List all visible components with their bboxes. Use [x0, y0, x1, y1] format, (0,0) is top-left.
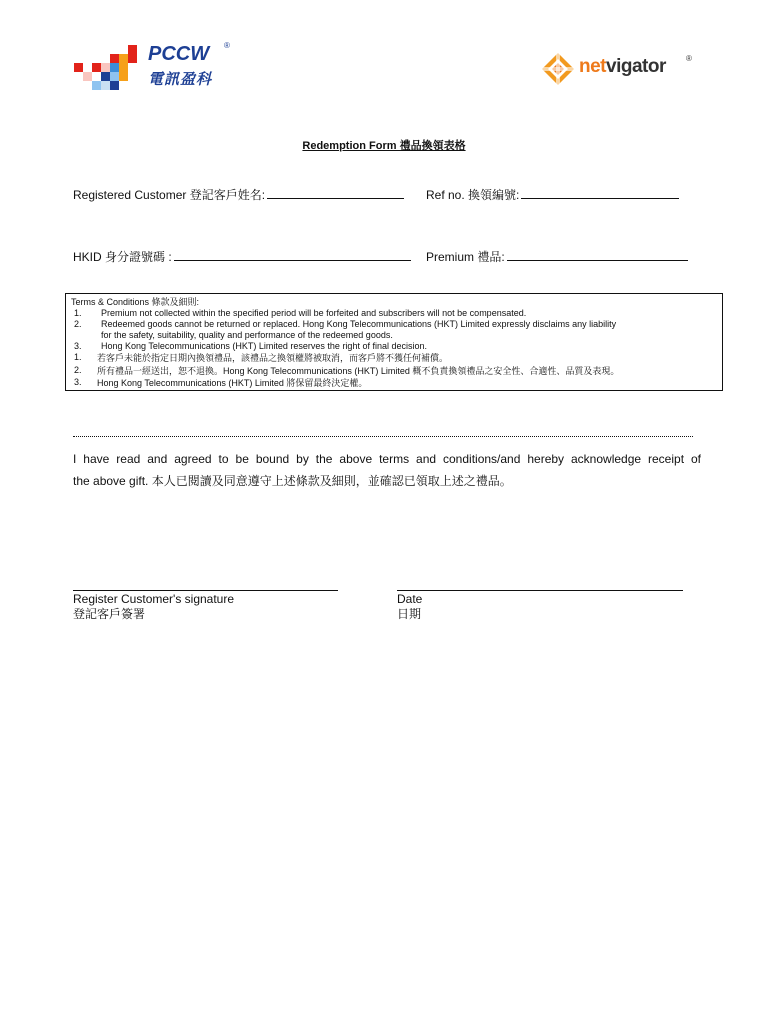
terms-item-number: 1. [74, 352, 82, 362]
date-label-zh: 日期 [397, 607, 422, 621]
hkid-field[interactable] [73, 248, 411, 265]
terms-item-text: Redeemed goods cannot be returned or replaced. Hong Kong Telecommunications (HKT) Limited expressly disclaims any liability [101, 319, 617, 329]
premium-label: Premium 禮品: [426, 250, 505, 264]
premium-field[interactable] [426, 248, 688, 265]
netvigator-brand-prefix: net [579, 56, 606, 77]
terms-item-text: 所有禮品一經送出，恕不退換。Hong Kong Telecommunications (HKT) Limited 概不負責換領禮品之安全性、合適性、品質及表現。 [97, 366, 620, 376]
pccw-brand-name: PCCW [148, 43, 210, 65]
terms-item-text: 若客戶未能於指定日期內換領禮品，該禮品之換領權將被取消，而客戶將不獲任何補償。 [97, 353, 449, 363]
pccw-logo [74, 43, 244, 93]
terms-heading: Terms & Conditions 條款及細則: [71, 297, 200, 307]
ref-no-field[interactable] [426, 186, 679, 203]
acknowledgement-line-1: I have read and agreed to be bound by the above terms and conditions/and hereby acknowledge receipt of [73, 452, 701, 466]
terms-item-number: 3. [74, 341, 82, 351]
terms-and-conditions-box [65, 293, 723, 391]
form-title: Redemption Form 禮品換領表格 [302, 140, 466, 152]
terms-item-number: 2. [74, 365, 82, 375]
terms-item-text: Premium not collected within the specified period will be forfeited and subscribers will not be compensated. [101, 308, 527, 318]
ref-no-label: Ref no. 換領編號: [426, 188, 520, 202]
acknowledgement-line-2: the above gift. 本人已閱讀及同意遵守上述條款及細則，並確認已領取上述之禮品。 [73, 474, 512, 488]
netvigator-brand-name [579, 56, 666, 78]
date-line[interactable] [397, 590, 683, 591]
terms-item-number: 3. [74, 377, 82, 387]
pccw-chinese-name: 電訊盈科 [148, 71, 213, 88]
pccw-registered-mark: ® [224, 41, 230, 50]
terms-item-text: Hong Kong Telecommunications (HKT) Limited 將保留最終決定權。 [97, 378, 368, 388]
registered-customer-blank[interactable] [267, 188, 404, 199]
ref-no-blank[interactable] [521, 188, 679, 199]
netvigator-brand-suffix: vigator [606, 56, 666, 77]
terms-item-number: 1. [74, 308, 82, 318]
terms-item-text: Hong Kong Telecommunications (HKT) Limited reserves the right of final decision. [101, 341, 427, 351]
customer-signature-label-zh: 登記客戶簽署 [73, 607, 146, 621]
terms-item-text: for the safety, suitability, quality and performance of the redeemed goods. [101, 330, 393, 340]
netvigator-registered-mark: ® [686, 54, 692, 63]
dotted-separator [73, 436, 693, 437]
hkid-label: HKID 身分證號碼 : [73, 250, 172, 264]
hkid-blank[interactable] [174, 250, 411, 261]
customer-signature-line[interactable] [73, 590, 338, 591]
customer-signature-label: Register Customer's signature [73, 592, 235, 606]
netvigator-logo [541, 52, 701, 86]
netvigator-diamond-icon [541, 52, 575, 86]
premium-blank[interactable] [507, 250, 688, 261]
registered-customer-label: Registered Customer 登記客戶姓名: [73, 188, 266, 202]
terms-item-number: 2. [74, 319, 82, 329]
registered-customer-field[interactable] [73, 186, 404, 203]
date-label: Date [397, 592, 423, 606]
